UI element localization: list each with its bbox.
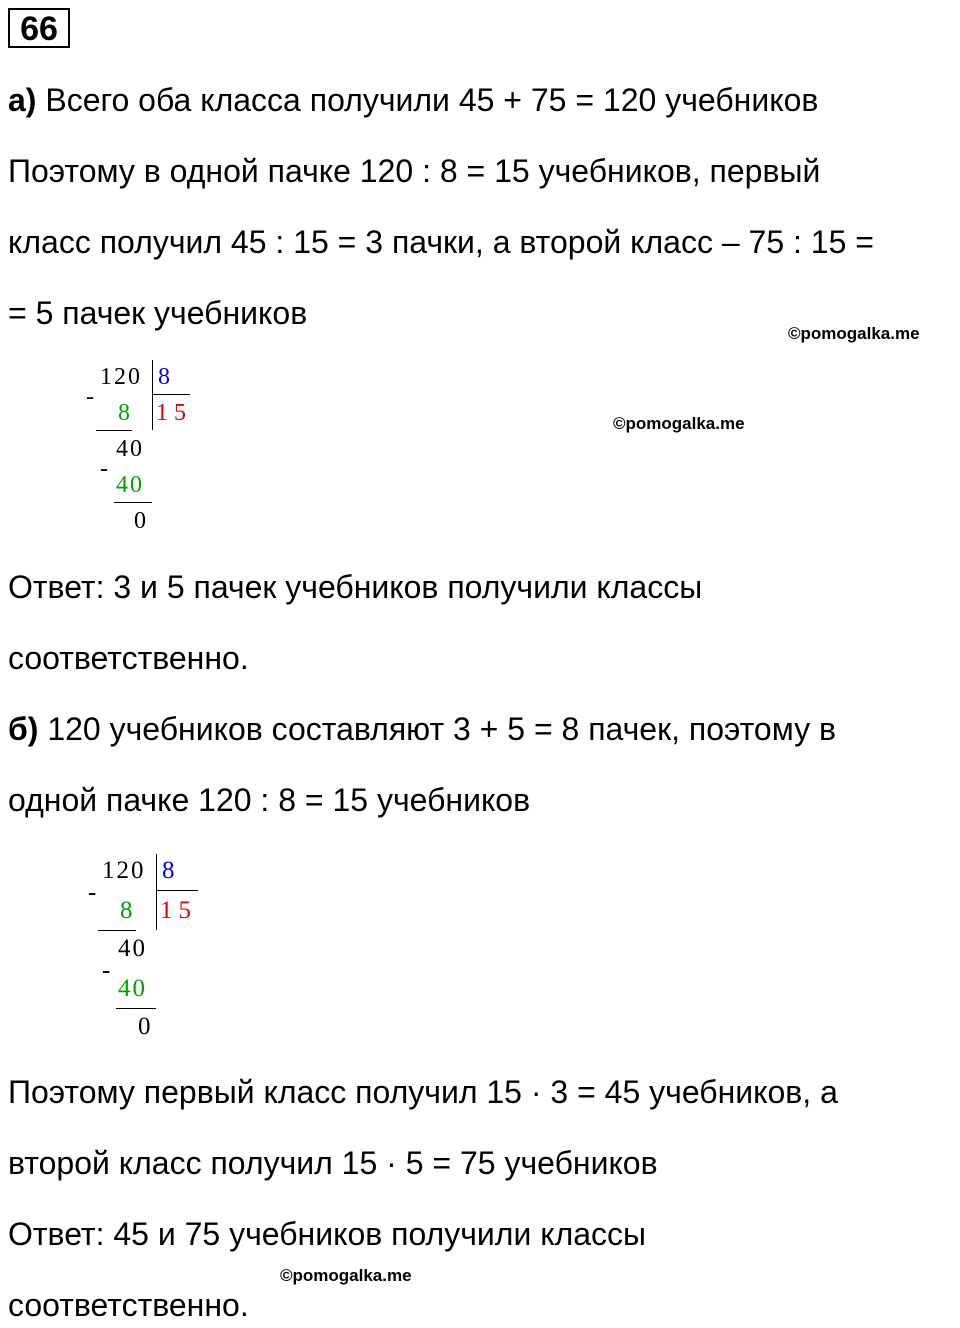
task-number: 66 — [8, 8, 70, 48]
long-division-a — [80, 360, 210, 540]
minus-sign: - — [88, 879, 97, 906]
minus-sign: - — [86, 384, 94, 410]
part-a-line-3: класс получил 45 : 15 = 3 пачки, а второй класс – 75 : 15 = — [8, 224, 874, 260]
underline-2 — [116, 1008, 156, 1009]
part-b-line-1 — [8, 709, 836, 749]
final-remainder: 0 — [134, 508, 146, 534]
part-a-line-4: = 5 пачек учебников — [8, 295, 308, 331]
divisor-underline — [152, 394, 190, 395]
dividend: 120 — [100, 364, 142, 390]
long-division-b — [82, 852, 222, 1042]
final-remainder: 0 — [138, 1013, 151, 1040]
watermark: ©pomogalka.me — [613, 414, 745, 433]
part-b-answer-1: Ответ: 45 и 75 учебников получили классы — [8, 1216, 647, 1252]
divisor: 8 — [158, 364, 170, 390]
division-vertical-line — [156, 854, 157, 930]
subtrahend-1: 8 — [118, 400, 130, 426]
part-a-line-2: Поэтому в одной пачке 120 : 8 = 15 учебников, первый — [8, 153, 821, 189]
watermark: ©pomogalka.me — [280, 1266, 412, 1285]
part-b-line-3: Поэтому первый класс получил 15 · 3 = 45 учебников, а — [8, 1074, 838, 1110]
part-b-answer-2: соответственно. — [8, 1287, 249, 1323]
division-vertical-line — [152, 360, 153, 430]
part-b-line-4: второй класс получил 15 · 5 = 75 учебников — [8, 1145, 658, 1181]
divisor: 8 — [162, 857, 175, 884]
watermark: ©pomogalka.me — [788, 324, 920, 343]
minus-sign: - — [102, 957, 111, 984]
underline-2 — [114, 502, 152, 503]
part-a-line-1 — [8, 80, 818, 120]
part-a-answer-1: Ответ: 3 и 5 пачек учебников получили классы — [8, 569, 703, 605]
underline-1 — [96, 430, 132, 431]
part-b-label: б) — [8, 711, 39, 747]
dividend: 120 — [102, 857, 146, 884]
underline-1 — [98, 930, 136, 931]
quotient: 15 — [156, 400, 192, 426]
subtrahend-2: 40 — [118, 975, 147, 1002]
subtrahend-2: 40 — [116, 472, 144, 498]
subtrahend-1: 8 — [120, 897, 133, 924]
quotient: 15 — [160, 897, 197, 924]
divisor-underline — [156, 890, 198, 891]
remainder-1: 40 — [118, 935, 147, 962]
part-b-line-1-text: 120 учебников составляют 3 + 5 = 8 пачек, поэтому в — [38, 711, 836, 747]
part-a-line-1-text: Всего оба класса получили 45 + 75 = 120 учебников — [36, 82, 819, 118]
remainder-1: 40 — [116, 436, 144, 462]
part-a-label: а) — [8, 82, 37, 118]
minus-sign: - — [100, 456, 108, 482]
part-b-line-2: одной пачке 120 : 8 = 15 учебников — [8, 782, 531, 818]
part-a-answer-2: соответственно. — [8, 640, 249, 676]
